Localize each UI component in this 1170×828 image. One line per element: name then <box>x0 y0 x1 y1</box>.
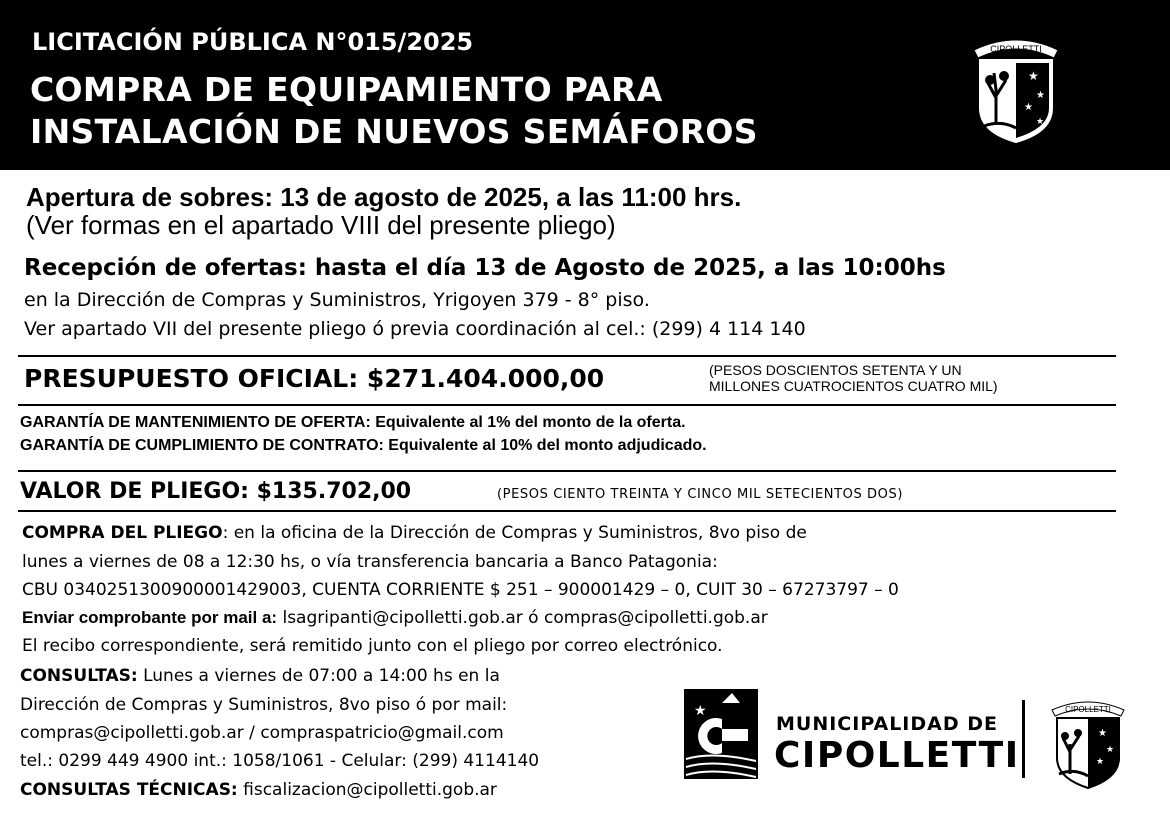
compra-line-4 <box>22 608 768 628</box>
presupuesto-words-line-2: MILLONES CUATROCIENTOS CUATRO MIL) <box>709 378 998 394</box>
svg-text:★: ★ <box>1096 756 1105 766</box>
enviar-comprobante-emails: lsagripanti@cipolletti.gob.ar ó compras@cipolletti.gob.ar <box>277 608 768 628</box>
svg-text:★: ★ <box>694 702 707 718</box>
consultas-line-1 <box>20 666 500 686</box>
consultas-line-1-text: Lunes a viernes de 07:00 a 14:00 hs en la <box>137 666 500 686</box>
crest-banner-text: CIPOLLETTI <box>990 44 1042 54</box>
enviar-comprobante-label: Enviar comprobante por mail a: <box>22 608 278 627</box>
presupuesto-oficial: PRESUPUESTO OFICIAL: $271.404.000,00 <box>24 364 605 393</box>
brand-separator <box>1022 700 1025 778</box>
garantia-mantenimiento <box>20 414 686 432</box>
recepcion-ofertas-title: Recepción de ofertas: hasta el día 13 de Agosto de 2025, a las 10:00hs <box>24 255 946 281</box>
divider <box>18 404 1116 406</box>
cipolletti-crest-small-icon <box>1046 692 1130 792</box>
svg-text:★: ★ <box>1036 90 1045 101</box>
title-line-2: INSTALACIÓN DE NUEVOS SEMÁFOROS <box>30 112 758 151</box>
municipalidad-logo-icon <box>682 689 760 781</box>
brand-line-2: CIPOLLETTI <box>774 735 1020 776</box>
compra-line-2: lunes a viernes de 08 a 12:30 hs, o vía transferencia bancaria a Banco Patagonia: <box>22 552 718 572</box>
title-line-1: COMPRA DE EQUIPAMIENTO PARA <box>30 70 663 109</box>
consultas-line-4: tel.: 0299 449 4900 int.: 1058/1061 - Celular: (299) 4114140 <box>20 751 540 771</box>
garantia-cumplimiento <box>20 437 707 455</box>
brand-line-1: MUNICIPALIDAD DE <box>776 713 998 735</box>
svg-text:★: ★ <box>1036 116 1045 126</box>
header-banner <box>0 0 1170 170</box>
svg-text:★: ★ <box>1028 69 1039 83</box>
consultas-line-2: Dirección de Compras y Suministros, 8vo piso ó por mail: <box>20 695 508 715</box>
recepcion-line-1: en la Dirección de Compras y Suministros, Yrigoyen 379 - 8° piso. <box>24 289 650 311</box>
divider <box>18 355 1116 357</box>
garantia-mantenimiento-label: GARANTÍA DE MANTENIMIENTO DE OFERTA: <box>20 414 371 431</box>
divider <box>18 470 1116 472</box>
recepcion-line-2: Ver apartado VII del presente pliego ó previa coordinación al cel.: (299) 4 114 140 <box>24 318 806 340</box>
consultas-tecnicas-text: fiscalizacion@cipolletti.gob.ar <box>237 780 497 800</box>
svg-text:★: ★ <box>1106 744 1115 754</box>
consultas-tecnicas <box>20 780 497 800</box>
crest-small-banner-text: CIPOLLETTI <box>1065 705 1111 714</box>
svg-text:★: ★ <box>1098 728 1107 739</box>
svg-text:★: ★ <box>1024 102 1033 113</box>
compra-line-5: El recibo correspondiente, será remitido junto con el pliego por correo electrónico. <box>22 636 723 656</box>
valor-pliego-words: (PESOS CIENTO TREINTA Y CINCO MIL SETECIENTOS DOS) <box>497 487 904 502</box>
divider <box>18 510 1116 512</box>
compra-line-1-text: : en la oficina de la Dirección de Compras y Suministros, 8vo piso de <box>222 523 807 543</box>
presupuesto-words <box>709 362 998 394</box>
licitacion-number: LICITACIÓN PÚBLICA N°015/2025 <box>32 28 474 56</box>
consultas-label: CONSULTAS: <box>20 666 138 686</box>
garantia-cumplimiento-text: Equivalente al 10% del monto adjudicado. <box>383 437 707 454</box>
garantia-mantenimiento-text: Equivalente al 1% del monto de la oferta. <box>370 414 686 431</box>
garantia-cumplimiento-label: GARANTÍA DE CUMPLIMIENTO DE CONTRATO: <box>20 437 384 454</box>
cipolletti-crest-icon <box>966 28 1066 148</box>
apertura-note: (Ver formas en el apartado VIII del presente pliego) <box>26 210 616 240</box>
compra-label: COMPRA DEL PLIEGO <box>22 523 223 543</box>
consultas-tecnicas-label: CONSULTAS TÉCNICAS: <box>20 780 238 800</box>
apertura-sobres: Apertura de sobres: 13 de agosto de 2025, a las 11:00 hrs. <box>26 182 742 212</box>
compra-line-1 <box>22 523 807 543</box>
compra-line-3: CBU 0340251300900001429003, CUENTA CORRIENTE $ 251 – 900001429 – 0, CUIT 30 – 67273797 – 0 <box>22 580 899 600</box>
valor-pliego: VALOR DE PLIEGO: $135.702,00 <box>20 479 412 504</box>
presupuesto-words-line-1: (PESOS DOSCIENTOS SETENTA Y UN <box>709 362 962 378</box>
consultas-line-3: compras@cipolletti.gob.ar / compraspatricio@gmail.com <box>20 723 504 743</box>
